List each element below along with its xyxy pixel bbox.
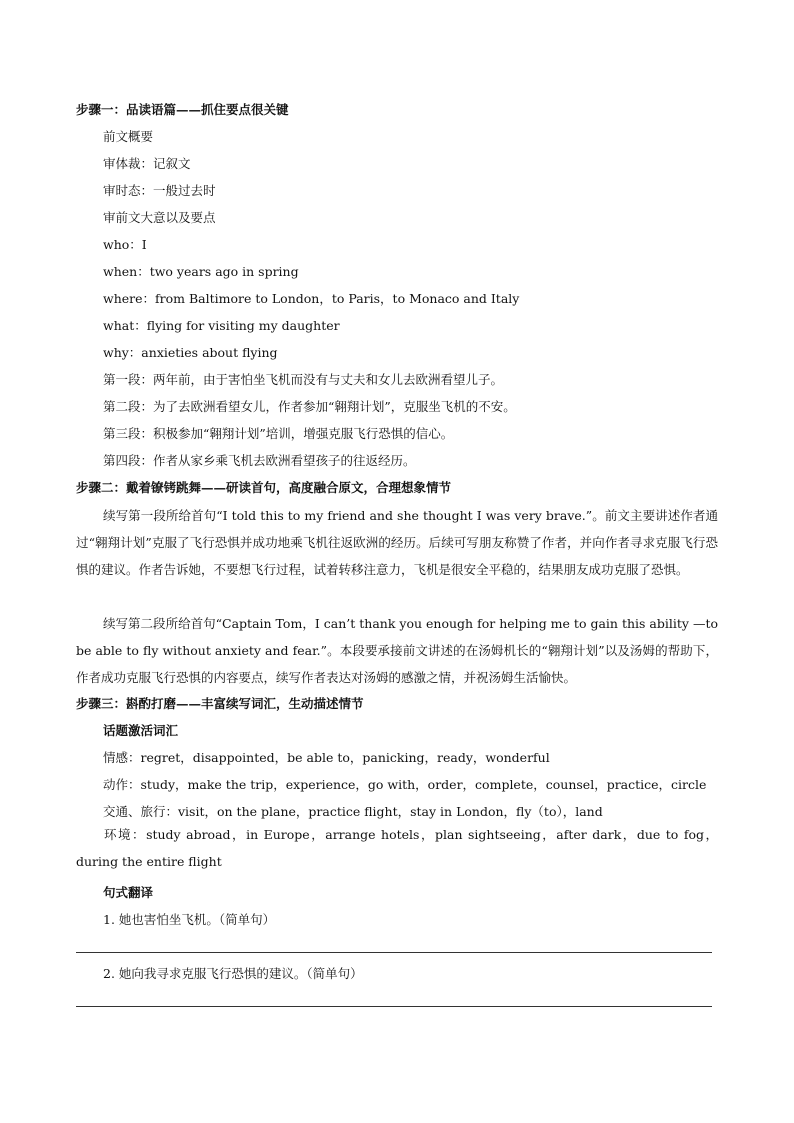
paragraph-1-summary: 第一段：两年前，由于害怕坐飞机而没有与丈夫和女儿去欧洲看望儿子。 [103,372,504,387]
step3-heading: 步骤三：斟酌打磨——丰富续写词汇，生动描述情节 [76,696,364,711]
translate-question-1: 1. 她也害怕坐飞机。（简单句） [103,912,276,927]
why-line: why：anxieties about flying [103,345,278,360]
step2-paragraph-2: 续写第二段所给首句“Captain Tom，I can’t thank you enough for helping me to gain this ability —to be able to fly without anxiety and fear.”。本段要承接前文讲述的在汤姆机长的“翱翔计划”以及汤姆的帮助下，作者成功克服飞行恐惧的内容要点，续写作者表达对汤姆的感激之情，并祝汤姆生活愉快。 [76,616,718,685]
translate-question-2: 2. 她向我寻求克服飞行恐惧的建议。（简单句） [103,966,363,981]
paragraph-2-summary: 第二段：为了去欧洲看望女儿，作者参加“翱翔计划”，克服坐飞机的不安。 [103,399,516,414]
where-line: where：from Baltimore to London，to Paris，to Monaco and Italy [103,291,520,306]
step1-heading: 步骤一：品读语篇——抓住要点很关键 [76,102,289,117]
what-line: what：flying for visiting my daughter [103,318,340,333]
overview-label: 前文概要 [103,129,154,144]
answer-line-2[interactable] [76,1006,712,1007]
vocab-action: 动作：study，make the trip，experience，go with，order，complete，counsel，practice，circle [103,777,707,792]
main-idea-label: 审前文大意以及要点 [103,210,216,225]
vocab-environment: 环境：study abroad，in Europe，arrange hotels，plan sightseeing，after dark，due to fog，during the entire flight [76,827,718,869]
genre-line: 审体裁：记叙文 [103,156,191,171]
who-line: who：I [103,237,147,252]
vocab-title: 话题激活词汇 [103,723,179,738]
step2-heading: 步骤二：戴着镣铐跳舞——研读首句，高度融合原文，合理想象情节 [76,480,452,495]
step2-paragraph-1: 续写第一段所给首句“I told this to my friend and she thought I was very brave.”。前文主要讲述作者通过“翱翔计划”克服了飞行恐惧并成功地乘飞机往返欧洲的经历。后续可写朋友称赞了作者，并向作者寻求克服飞行恐惧的建议。作者告诉她，不要想飞行过程，试着转移注意力，飞机是很安全平稳的，结果朋友成功克服了恐惧。 [76,508,718,577]
paragraph-4-summary: 第四段：作者从家乡乘飞机去欧洲看望孩子的往返经历。 [103,453,416,468]
answer-line-1[interactable] [76,952,712,953]
when-line: when：two years ago in spring [103,264,299,279]
tense-line: 审时态：一般过去时 [103,183,216,198]
translate-title: 句式翻译 [103,885,154,900]
paragraph-3-summary: 第三段：积极参加“翱翔计划”培训，增强克服飞行恐惧的信心。 [103,426,454,441]
vocab-emotion: 情感：regret，disappointed，be able to，panicking，ready，wonderful [103,750,550,765]
vocab-travel: 交通、旅行：visit，on the plane，practice flight，stay in London，fly（to），land [103,804,603,819]
